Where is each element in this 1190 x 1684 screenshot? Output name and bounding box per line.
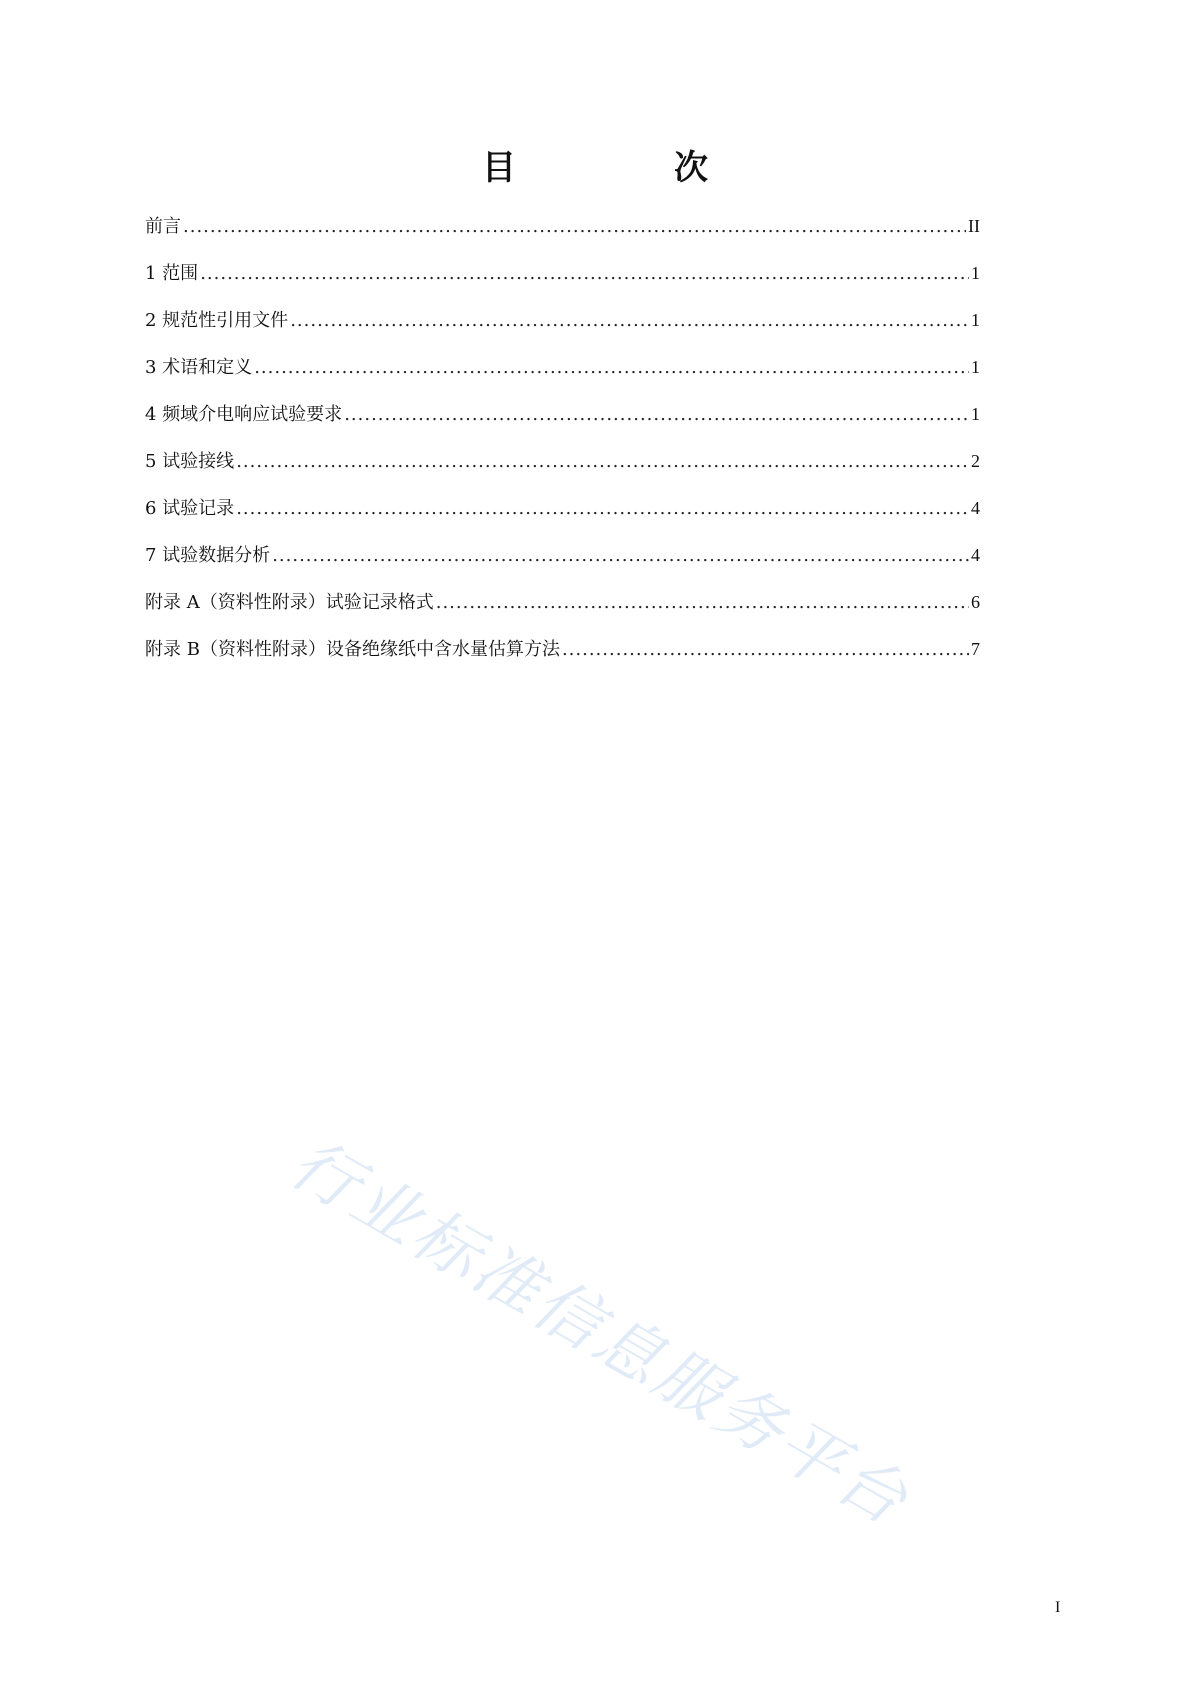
toc-leader-dots: [272, 545, 969, 567]
toc-leader-dots: [562, 639, 969, 661]
toc-entry-label: 1 范围: [145, 263, 199, 284]
toc-entry-label: 4 频域介电响应试验要求: [145, 404, 343, 425]
watermark: 行业标准信息服务平台: [277, 1124, 923, 1542]
toc-entry-label: 3 术语和定义: [145, 357, 253, 378]
page-number: I: [1055, 1599, 1061, 1616]
toc-entry-normative-references[interactable]: [145, 309, 980, 356]
toc-leader-dots: [290, 310, 969, 332]
toc-entry-appendix-a[interactable]: [145, 591, 980, 638]
toc-entry-page: 7: [971, 639, 980, 659]
toc-entry-test-wiring[interactable]: [145, 450, 980, 497]
toc-entry-label: 5 试验接线: [145, 451, 235, 472]
toc-entry-page: II: [968, 216, 980, 236]
toc-entry-page: 2: [971, 451, 980, 471]
toc-leader-dots: [344, 404, 969, 426]
toc-entry-scope[interactable]: [145, 262, 980, 309]
table-of-contents: [145, 215, 980, 685]
toc-entry-label: 附录 A（资料性附录）试验记录格式: [145, 592, 434, 613]
toc-entry-label: 2 规范性引用文件: [145, 310, 289, 331]
toc-entry-page: 4: [971, 545, 980, 565]
toc-leader-dots: [436, 592, 969, 614]
toc-leader-dots: [236, 451, 969, 473]
toc-entry-foreword[interactable]: [145, 215, 980, 262]
toc-entry-page: 1: [971, 310, 980, 330]
toc-entry-label: 附录 B（资料性附录）设备绝缘纸中含水量估算方法: [145, 639, 560, 660]
toc-leader-dots: [236, 498, 969, 520]
toc-entry-test-record[interactable]: [145, 497, 980, 544]
toc-entry-label: 7 试验数据分析: [145, 545, 271, 566]
toc-entry-label: 前言: [145, 216, 181, 237]
toc-leader-dots: [183, 216, 966, 238]
toc-entry-label: 6 试验记录: [145, 498, 235, 519]
toc-entry-page: 4: [971, 498, 980, 518]
toc-entry-terms-definitions[interactable]: [145, 356, 980, 403]
toc-entry-page: 1: [971, 263, 980, 283]
toc-leader-dots: [254, 357, 969, 379]
toc-leader-dots: [200, 263, 969, 285]
toc-entry-page: 1: [971, 404, 980, 424]
toc-entry-appendix-b[interactable]: [145, 638, 980, 685]
page-title: 目 次: [482, 148, 770, 188]
toc-entry-data-analysis[interactable]: [145, 544, 980, 591]
toc-entry-fds-test-requirements[interactable]: [145, 403, 980, 450]
toc-entry-page: 6: [971, 592, 980, 612]
toc-entry-page: 1: [971, 357, 980, 377]
